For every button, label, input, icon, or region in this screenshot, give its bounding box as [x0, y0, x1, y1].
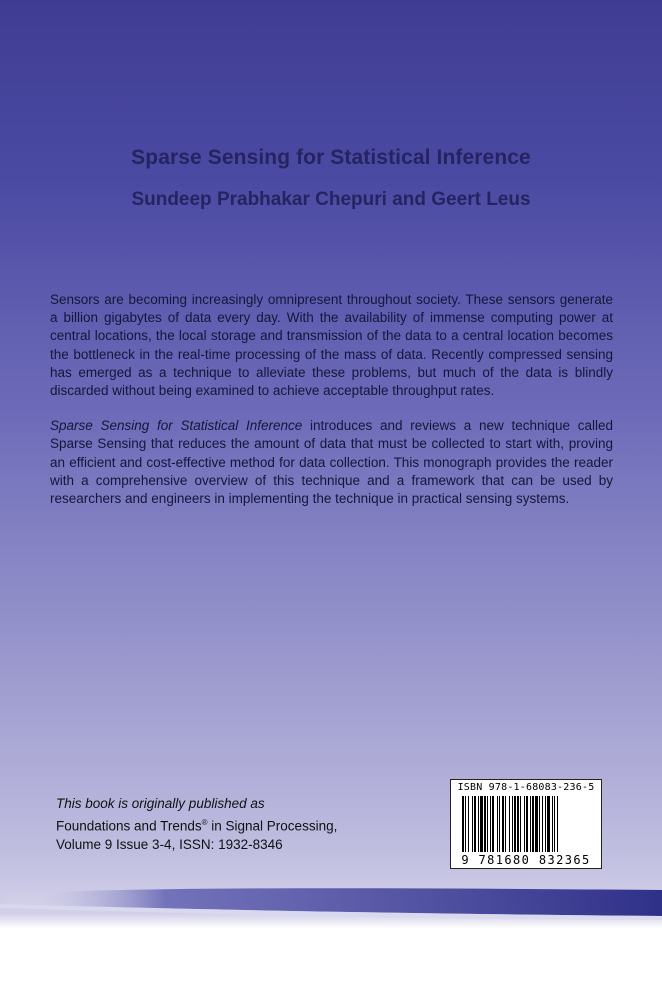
barcode-bar: [480, 796, 483, 852]
barcode-bar: [499, 796, 500, 852]
abstract-paragraph-2-text: introduces and reviews a new technique called Sparse Sensing that reduces the amount of data that must be collected to start with, proving an efficient and cost-effective method for data collection. This monograph provides the reader with a comprehensive overview of this technique and a framework that can be used by researchers and engineers in implementing the technique in practical sensing systems.: [50, 418, 613, 507]
series-name-suffix: in Signal Processing,: [207, 818, 338, 833]
isbn-label: ISBN 978-1-68083-236-5: [457, 782, 595, 793]
abstract-paragraph-1: Sensors are becoming increasingly omnipresent throughout society. These sensors generate a billion gigabytes of data every day. With the availability of immense computing power at central locations, the local storage and transmission of the data to a central location becomes the bottleneck in the real-time processing of the mass of data. Recently compressed sensing has emerged as a technique to alleviate these problems, but much of the data is blindly discarded without being examined to achieve acceptable throughput rates.: [50, 292, 613, 399]
barcode-bar: [535, 796, 538, 852]
barcode-bar: [547, 796, 550, 852]
barcode-bar: [512, 796, 513, 852]
barcode-bar: [487, 796, 488, 852]
barcode-bar: [502, 796, 504, 852]
barcode-bar: [505, 796, 506, 852]
barcode-bar: [472, 796, 473, 852]
barcode-bar: [552, 796, 553, 852]
barcode-bar: [465, 796, 466, 852]
barcode-bar: [497, 796, 498, 852]
publication-note-line-1: This book is originally published as: [56, 796, 265, 811]
barcode-bar: [520, 796, 521, 852]
barcode-bar: [524, 796, 525, 852]
barcode-bar: [557, 796, 558, 852]
barcode-bar: [468, 796, 469, 852]
barcode-bar: [509, 796, 510, 852]
barcode-bar: [554, 796, 555, 852]
barcode-bar: [545, 796, 546, 852]
barcode-bar: [514, 796, 516, 852]
registered-mark: ®: [201, 817, 208, 827]
barcode-bar: [474, 796, 476, 852]
publication-note-line-2: [56, 814, 396, 836]
barcode-bar: [530, 796, 531, 852]
publication-note-line-3: Volume 9 Issue 3-4, ISSN: 1932-8346: [56, 836, 283, 852]
barcode-bar: [517, 796, 519, 852]
isbn-digits: 9 781680 832365: [461, 853, 591, 867]
barcode-bar: [484, 796, 486, 852]
barcode-bar: [490, 796, 491, 852]
barcode-bar: [462, 796, 464, 852]
barcode-bar: [478, 796, 479, 852]
back-cover-abstract: [50, 291, 613, 525]
book-authors: Sundeep Prabhakar Chepuri and Geert Leus: [131, 189, 531, 210]
barcode-bar: [532, 796, 534, 852]
barcode-bar: [492, 796, 494, 852]
publication-note: [56, 795, 396, 854]
isbn-barcode: [450, 779, 602, 869]
barcode-bars-icon: [462, 796, 594, 852]
abstract-book-title-italic: Sparse Sensing for Statistical Inference: [50, 418, 303, 434]
decorative-swoosh: [0, 880, 662, 940]
barcode-bar: [539, 796, 540, 852]
series-name: Foundations and Trends: [56, 818, 202, 833]
barcode-bar: [526, 796, 528, 852]
barcode-bar: [542, 796, 543, 852]
book-title: Sparse Sensing for Statistical Inference: [131, 146, 531, 169]
abstract-paragraph-2: [50, 417, 613, 508]
